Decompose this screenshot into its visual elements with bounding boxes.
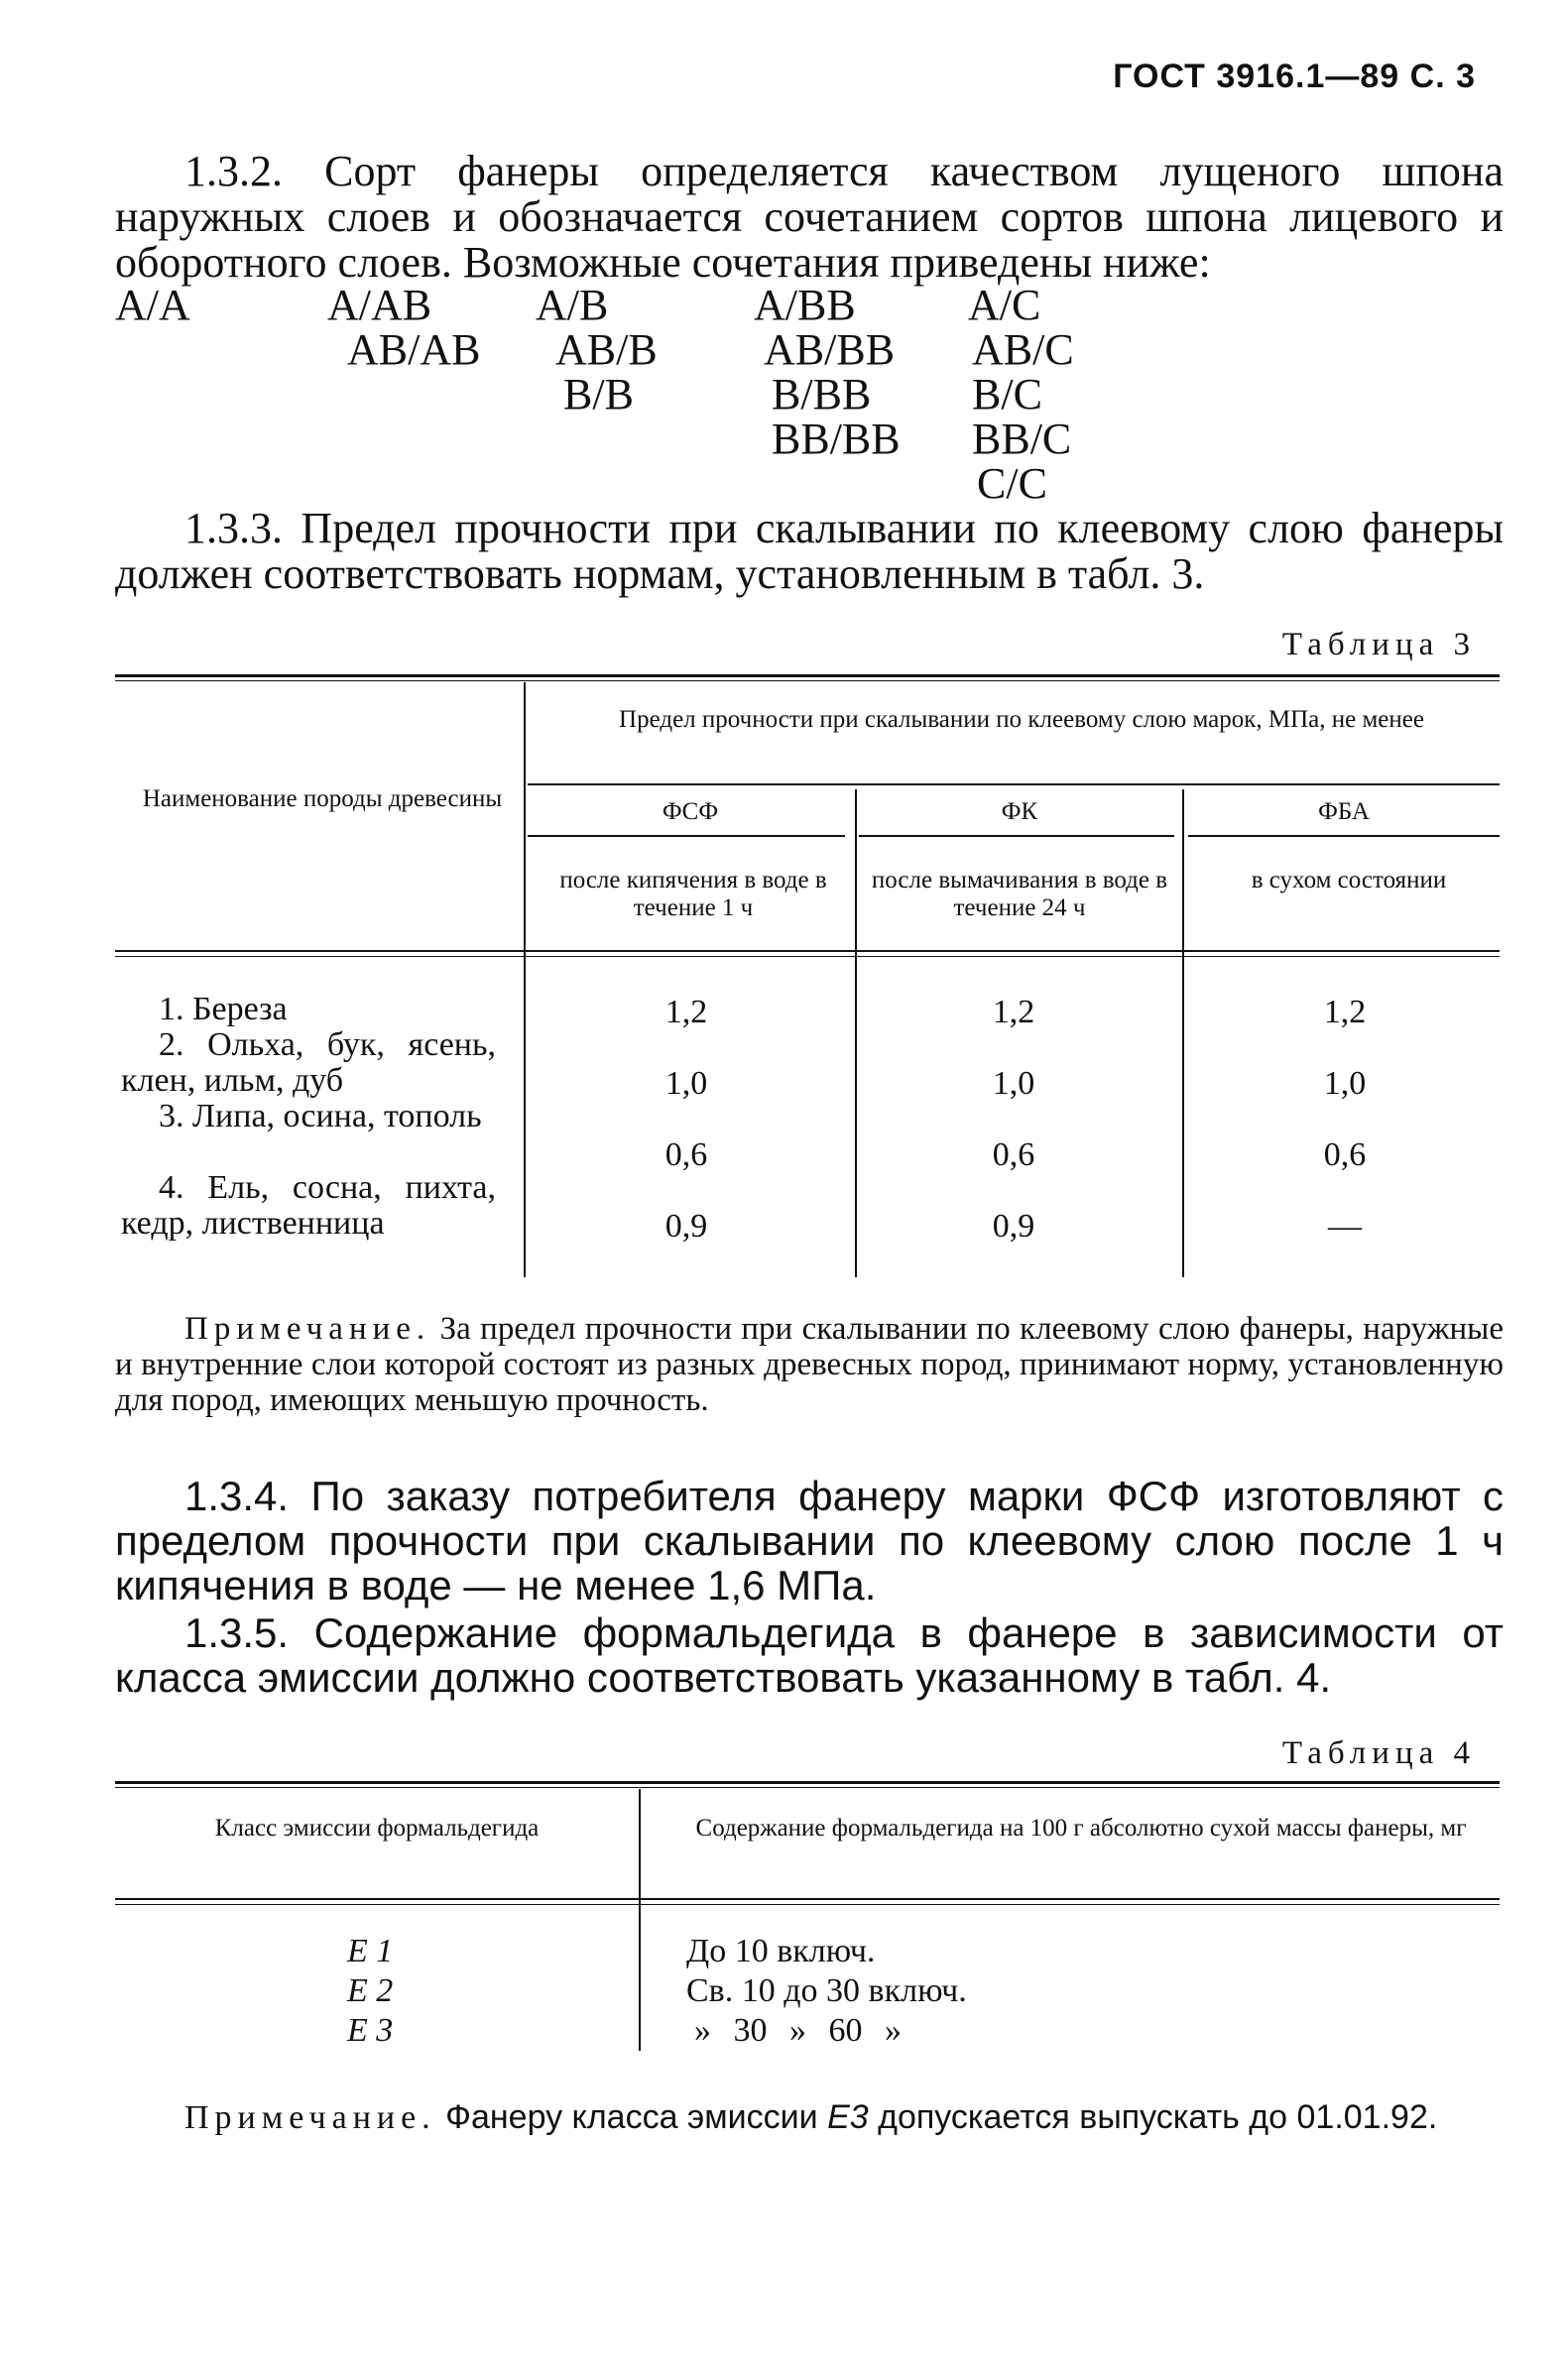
table3-note [115, 1311, 1504, 1418]
table3-condition: в сухом состоянии [1251, 867, 1447, 893]
table4-class-header: Класс эмиссии формальдегида [214, 1815, 540, 1842]
table3-value: 1,0 [992, 1065, 1035, 1102]
paragraph-1-3-2: 1.3.2. Сорт фанеры определяется качеством лущеного шпона наружных слоев и обозначается сочетанием сортов шпона лицевого и оборотного слоев. Возможные сочетания приведены ниже: [115, 147, 1504, 287]
table3-value: 1,2 [664, 994, 708, 1030]
note-label: Примечание. [184, 1311, 431, 1347]
combo-item: ВВ/ВВ [772, 415, 901, 463]
table-rule [528, 835, 845, 837]
table3-brand-fba: ФБА [1318, 798, 1370, 825]
table-rule [1182, 789, 1184, 1277]
table3-species-cell: 2. Ольха, бук, ясень, клен, ильм, дуб [121, 1026, 496, 1099]
table-rule [855, 789, 857, 1277]
table3-value: — [1328, 1208, 1362, 1245]
combo-item: С/С [977, 459, 1047, 508]
table-rule [115, 680, 1500, 681]
combo-item: В/ВВ [772, 370, 872, 418]
table3-value: 1,2 [1323, 994, 1367, 1030]
table3-group-header: Предел прочности при скалывании по клеевому слою марок, МПа, не менее [619, 706, 1424, 733]
table3-value: 1,2 [992, 994, 1035, 1030]
table3-value: 0,6 [992, 1136, 1035, 1173]
table3-species-cell: 4. Ель, сосна, пихта, кедр, лиственница [121, 1169, 496, 1242]
table4-content-cell: До 10 включ. [686, 1933, 876, 1969]
table-rule [115, 1904, 1500, 1905]
table-rule [115, 956, 1500, 957]
table3-condition: после вымачивания в воде в течение 24 ч [871, 867, 1168, 921]
combo-item: А/АВ [327, 281, 432, 329]
note-label: Примечание. [184, 2099, 436, 2136]
combo-item: АВ/АВ [347, 325, 481, 374]
table3-brand-fk: ФК [1001, 798, 1038, 825]
note-text-pre: Фанеру класса эмиссии [445, 2098, 818, 2136]
table3-species-header: Наименование породы древесины [142, 785, 503, 812]
table-rule [115, 1787, 1500, 1788]
combo-item: А/ВВ [754, 281, 856, 329]
table3-value: 0,6 [664, 1136, 708, 1173]
combo-item: АВ/В [555, 325, 658, 374]
table-rule [524, 682, 526, 1277]
table3-value: 0,9 [992, 1208, 1035, 1245]
combo-item: В/С [972, 370, 1042, 418]
combo-item: АВ/С [972, 325, 1074, 374]
table-rule [115, 674, 1500, 677]
table3-value: 0,9 [664, 1208, 708, 1245]
table4-note [115, 2098, 1504, 2137]
table3-value: 0,6 [1323, 1136, 1367, 1173]
table-rule [639, 1789, 641, 2051]
table4-content-cell: Св. 10 до 30 включ. [686, 1972, 967, 2009]
combo-item: АВ/ВВ [764, 325, 896, 374]
table3-species-cell: 1. Береза [159, 991, 288, 1027]
note-text: За предел прочности при скалывании по клеевому слою фанеры, наружные и внутренние слои которой состоят из разных древесных пород, принимают норму, установленную для пород, имеющих меньшую прочность. [115, 1311, 1505, 1418]
table-rule [115, 1781, 1500, 1784]
table3-value: 1,0 [664, 1065, 708, 1102]
combo-item: ВВ/С [972, 415, 1072, 463]
table3-caption: Таблица 3 [1281, 627, 1476, 662]
table-rule [115, 1898, 1500, 1900]
table3-brand-fsf: ФСФ [662, 798, 719, 825]
table4-class-cell: Е 2 [347, 1972, 394, 2009]
combo-item: А/А [115, 281, 190, 329]
paragraph-1-3-4: 1.3.4. По заказу потребителя фанеру марки ФСФ изготовляют с пределом прочности при скалывании по клеевому слою после 1 ч кипячения в воде — не менее 1,6 МПа. [115, 1473, 1504, 1608]
table-rule [859, 835, 1174, 837]
paragraph-1-3-5: 1.3.5. Содержание формальдегида в фанере в зависимости от класса эмиссии должно соответствовать указанному в табл. 4. [115, 1609, 1504, 1701]
table3-condition: после кипячения в воде в течение 1 ч [559, 867, 827, 921]
table4-content-header: Содержание формальдегида на 100 г абсолютно сухой массы фанеры, мг [695, 1815, 1467, 1842]
table4-content-cell: » 30 » 60 » [694, 2012, 902, 2049]
table4-class-cell: Е 1 [347, 1933, 394, 1969]
combo-item: А/В [536, 281, 609, 329]
note-text-post: допускается выпускать до 01.01.92. [878, 2098, 1438, 2136]
note-emission-class: Е3 [827, 2098, 869, 2136]
page-header: ГОСТ 3916.1—89 С. 3 [1113, 58, 1476, 95]
table4-class-cell: Е 3 [347, 2012, 394, 2049]
combo-item: А/С [968, 281, 1041, 329]
table4-caption: Таблица 4 [1281, 1735, 1476, 1771]
table-rule [1188, 835, 1500, 837]
table3-value: 1,0 [1323, 1065, 1367, 1102]
table3-species-cell: 3. Липа, осина, тополь [159, 1098, 482, 1134]
table-rule [528, 783, 1500, 785]
table-rule [115, 950, 1500, 952]
paragraph-1-3-3: 1.3.3. Предел прочности при скалывании по клеевому слою фанеры должен соответствовать нормам, установленным в табл. 3. [115, 504, 1504, 598]
combo-item: В/В [563, 370, 634, 418]
